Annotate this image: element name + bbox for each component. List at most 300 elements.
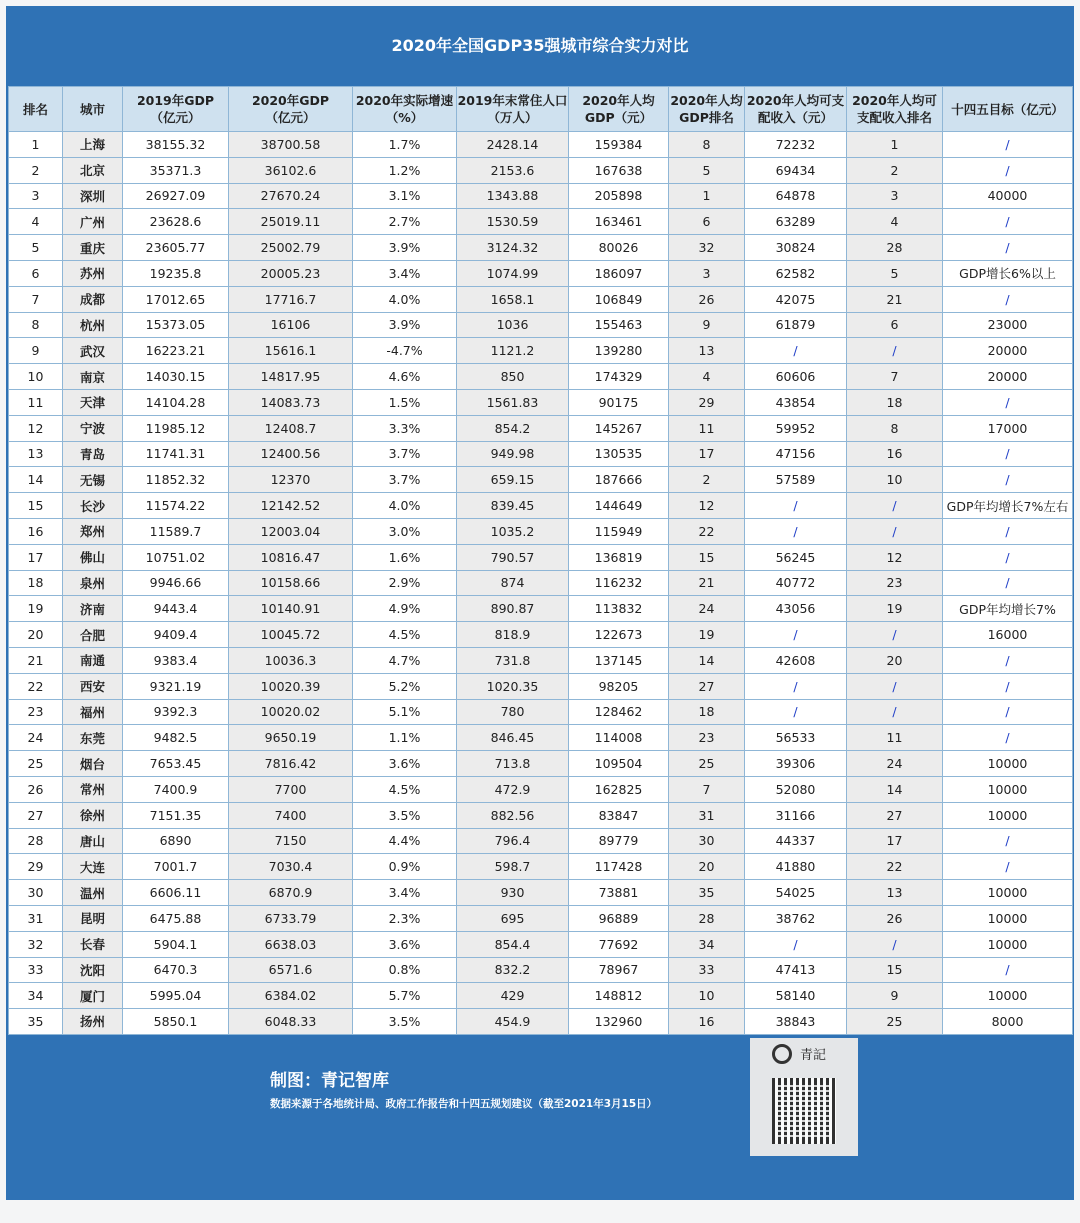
table-cell: 136819: [569, 544, 669, 570]
table-cell: 1.5%: [353, 389, 457, 415]
table-cell: 9946.66: [123, 570, 229, 596]
column-header: 2019年末常住人口 （万人）: [457, 87, 569, 132]
table-row: [9, 673, 1073, 699]
table-cell: 23605.77: [123, 235, 229, 261]
table-cell: 9650.19: [229, 725, 353, 751]
table-cell: /: [745, 673, 847, 699]
table-cell: 890.87: [457, 596, 569, 622]
table-cell: 16223.21: [123, 338, 229, 364]
table-cell: 98205: [569, 673, 669, 699]
table-cell: 73881: [569, 880, 669, 906]
table-cell: 26927.09: [123, 183, 229, 209]
table-cell: 12: [669, 493, 745, 519]
table-row: [9, 183, 1073, 209]
column-header: 十四五目标（亿元）: [943, 87, 1073, 132]
table-row: [9, 312, 1073, 338]
table-cell: 47413: [745, 957, 847, 983]
city-cell: 沈阳: [63, 957, 123, 983]
table-cell: 174329: [569, 364, 669, 390]
table-cell: 63289: [745, 209, 847, 235]
gdp-table: [8, 86, 1073, 1035]
table-cell: /: [847, 493, 943, 519]
table-cell: 10: [9, 364, 63, 390]
table-cell: 10: [847, 467, 943, 493]
table-cell: 5.7%: [353, 983, 457, 1009]
table-cell: 10000: [943, 983, 1073, 1009]
city-cell: 苏州: [63, 260, 123, 286]
table-cell: 1: [9, 132, 63, 158]
city-cell: 唐山: [63, 828, 123, 854]
table-cell: 14: [847, 776, 943, 802]
table-row: [9, 286, 1073, 312]
city-cell: 昆明: [63, 905, 123, 931]
table-cell: 15373.05: [123, 312, 229, 338]
table-cell: 25002.79: [229, 235, 353, 261]
table-cell: 5: [669, 157, 745, 183]
table-cell: /: [943, 235, 1073, 261]
table-cell: 21: [669, 570, 745, 596]
table-cell: 29: [9, 854, 63, 880]
table-cell: 20005.23: [229, 260, 353, 286]
table-cell: 25: [847, 1009, 943, 1035]
table-cell: 59952: [745, 415, 847, 441]
table-cell: 19: [9, 596, 63, 622]
table-cell: /: [745, 338, 847, 364]
table-cell: 695: [457, 905, 569, 931]
table-cell: 43056: [745, 596, 847, 622]
table-cell: 9: [9, 338, 63, 364]
table-cell: 39306: [745, 751, 847, 777]
table-cell: 3: [9, 183, 63, 209]
table-cell: 27: [847, 802, 943, 828]
table-cell: 850: [457, 364, 569, 390]
table-cell: 11: [669, 415, 745, 441]
table-cell: 6733.79: [229, 905, 353, 931]
table-cell: 1: [669, 183, 745, 209]
column-header: 2020年GDP （亿元）: [229, 87, 353, 132]
table-cell: 7816.42: [229, 751, 353, 777]
table-cell: 64878: [745, 183, 847, 209]
table-cell: 1.6%: [353, 544, 457, 570]
table-cell: 5: [847, 260, 943, 286]
table-cell: 20: [847, 647, 943, 673]
table-cell: 839.45: [457, 493, 569, 519]
table-cell: 3.4%: [353, 880, 457, 906]
data-source-note: 数据来源于各地统计局、政府工作报告和十四五规划建议（截至2021年3月15日）: [270, 1098, 658, 1110]
table-cell: 7400: [229, 802, 353, 828]
table-cell: 0.9%: [353, 854, 457, 880]
table-cell: /: [943, 209, 1073, 235]
city-cell: 扬州: [63, 1009, 123, 1035]
table-cell: 5.2%: [353, 673, 457, 699]
table-cell: 117428: [569, 854, 669, 880]
table-cell: 930: [457, 880, 569, 906]
city-cell: 常州: [63, 776, 123, 802]
table-cell: 9392.3: [123, 699, 229, 725]
table-cell: 106849: [569, 286, 669, 312]
table-cell: 28: [669, 905, 745, 931]
table-cell: 23000: [943, 312, 1073, 338]
city-cell: 厦门: [63, 983, 123, 1009]
table-cell: 61879: [745, 312, 847, 338]
table-cell: 874: [457, 570, 569, 596]
table-row: [9, 905, 1073, 931]
logo-text: 青記: [800, 1048, 827, 1063]
city-cell: 佛山: [63, 544, 123, 570]
table-cell: 11: [9, 389, 63, 415]
table-cell: 6638.03: [229, 931, 353, 957]
table-cell: 3.7%: [353, 467, 457, 493]
table-cell: 163461: [569, 209, 669, 235]
table-cell: 854.2: [457, 415, 569, 441]
table-row: [9, 235, 1073, 261]
table-cell: 8: [669, 132, 745, 158]
table-cell: /: [943, 957, 1073, 983]
table-cell: 25: [9, 751, 63, 777]
table-cell: 13: [847, 880, 943, 906]
table-cell: 5: [9, 235, 63, 261]
table-cell: 7030.4: [229, 854, 353, 880]
city-cell: 深圳: [63, 183, 123, 209]
table-row: [9, 647, 1073, 673]
table-cell: 2: [669, 467, 745, 493]
table-cell: 780: [457, 699, 569, 725]
table-cell: /: [943, 157, 1073, 183]
table-cell: 167638: [569, 157, 669, 183]
table-cell: 42608: [745, 647, 847, 673]
table-cell: 3.4%: [353, 260, 457, 286]
table-cell: 56245: [745, 544, 847, 570]
table-cell: 9321.19: [123, 673, 229, 699]
table-cell: 10140.91: [229, 596, 353, 622]
table-cell: 4.5%: [353, 776, 457, 802]
table-cell: 58140: [745, 983, 847, 1009]
table-cell: 24: [9, 725, 63, 751]
table-cell: 12400.56: [229, 441, 353, 467]
city-cell: 南京: [63, 364, 123, 390]
table-cell: /: [943, 286, 1073, 312]
table-cell: 12: [9, 415, 63, 441]
table-row: [9, 364, 1073, 390]
city-cell: 杭州: [63, 312, 123, 338]
table-cell: /: [745, 493, 847, 519]
city-cell: 福州: [63, 699, 123, 725]
table-cell: /: [847, 622, 943, 648]
table-cell: 16: [847, 441, 943, 467]
table-cell: 9: [669, 312, 745, 338]
table-cell: 17000: [943, 415, 1073, 441]
table-cell: 10816.47: [229, 544, 353, 570]
table-row: [9, 931, 1073, 957]
table-cell: 1: [847, 132, 943, 158]
table-cell: 13: [669, 338, 745, 364]
table-cell: 16000: [943, 622, 1073, 648]
table-cell: 42075: [745, 286, 847, 312]
table-cell: /: [847, 338, 943, 364]
table-cell: 78967: [569, 957, 669, 983]
table-cell: 1.1%: [353, 725, 457, 751]
table-cell: 132960: [569, 1009, 669, 1035]
city-cell: 长春: [63, 931, 123, 957]
table-cell: 14: [9, 467, 63, 493]
table-cell: /: [943, 699, 1073, 725]
table-cell: 9: [847, 983, 943, 1009]
column-header: 2020年人均可支 配收入（元）: [745, 87, 847, 132]
table-cell: 20: [9, 622, 63, 648]
table-cell: /: [745, 622, 847, 648]
table-cell: 80026: [569, 235, 669, 261]
table-cell: 4.9%: [353, 596, 457, 622]
qr-code-icon: [772, 1078, 836, 1144]
table-cell: 30824: [745, 235, 847, 261]
city-cell: 徐州: [63, 802, 123, 828]
table-cell: 5995.04: [123, 983, 229, 1009]
city-cell: 重庆: [63, 235, 123, 261]
table-cell: 26: [669, 286, 745, 312]
table-cell: 115949: [569, 518, 669, 544]
table-cell: 8: [847, 415, 943, 441]
table-cell: 113832: [569, 596, 669, 622]
table-cell: 32: [9, 931, 63, 957]
city-cell: 北京: [63, 157, 123, 183]
column-header: 城市: [63, 87, 123, 132]
table-cell: 846.45: [457, 725, 569, 751]
table-cell: 21: [847, 286, 943, 312]
table-cell: 83847: [569, 802, 669, 828]
table-cell: 6606.11: [123, 880, 229, 906]
table-row: [9, 828, 1073, 854]
table-row: [9, 751, 1073, 777]
table-cell: 139280: [569, 338, 669, 364]
table-cell: 38155.32: [123, 132, 229, 158]
table-cell: 1530.59: [457, 209, 569, 235]
table-row: [9, 493, 1073, 519]
table-cell: 4.7%: [353, 647, 457, 673]
table-cell: 89779: [569, 828, 669, 854]
table-cell: 35: [9, 1009, 63, 1035]
table-cell: 9443.4: [123, 596, 229, 622]
table-cell: 14030.15: [123, 364, 229, 390]
table-cell: 0.8%: [353, 957, 457, 983]
table-cell: 15: [9, 493, 63, 519]
table-cell: 144649: [569, 493, 669, 519]
table-cell: /: [745, 931, 847, 957]
table-cell: 41880: [745, 854, 847, 880]
table-cell: 187666: [569, 467, 669, 493]
table-cell: 10045.72: [229, 622, 353, 648]
table-cell: 713.8: [457, 751, 569, 777]
table-cell: 7400.9: [123, 776, 229, 802]
table-cell: 11852.32: [123, 467, 229, 493]
column-header: 2020年人均可 支配收入排名: [847, 87, 943, 132]
table-row: [9, 209, 1073, 235]
table-cell: 7: [669, 776, 745, 802]
table-cell: 186097: [569, 260, 669, 286]
table-cell: 10158.66: [229, 570, 353, 596]
table-cell: 832.2: [457, 957, 569, 983]
table-cell: 162825: [569, 776, 669, 802]
infographic-frame: [6, 6, 1074, 1200]
table-cell: 5.1%: [353, 699, 457, 725]
table-cell: 4.6%: [353, 364, 457, 390]
table-cell: /: [943, 518, 1073, 544]
table-cell: 1561.83: [457, 389, 569, 415]
table-cell: 1343.88: [457, 183, 569, 209]
table-cell: 19: [669, 622, 745, 648]
table-cell: 77692: [569, 931, 669, 957]
table-cell: 25: [669, 751, 745, 777]
table-cell: 10751.02: [123, 544, 229, 570]
table-cell: 23: [669, 725, 745, 751]
table-cell: GDP年均增长7%: [943, 596, 1073, 622]
table-cell: 34: [669, 931, 745, 957]
table-cell: 27: [9, 802, 63, 828]
table-cell: 12003.04: [229, 518, 353, 544]
table-cell: 28: [847, 235, 943, 261]
column-header: 2019年GDP （亿元）: [123, 87, 229, 132]
table-cell: 1035.2: [457, 518, 569, 544]
table-cell: 14104.28: [123, 389, 229, 415]
table-cell: 33: [9, 957, 63, 983]
table-cell: 22: [847, 854, 943, 880]
table-row: [9, 338, 1073, 364]
table-cell: 14: [669, 647, 745, 673]
table-cell: 3.0%: [353, 518, 457, 544]
table-cell: 1.7%: [353, 132, 457, 158]
table-cell: 7151.35: [123, 802, 229, 828]
table-cell: 3.3%: [353, 415, 457, 441]
table-cell: 43854: [745, 389, 847, 415]
table-cell: 38843: [745, 1009, 847, 1035]
table-cell: 2428.14: [457, 132, 569, 158]
table-cell: 20000: [943, 338, 1073, 364]
table-cell: 10: [669, 983, 745, 1009]
table-cell: 159384: [569, 132, 669, 158]
table-row: [9, 260, 1073, 286]
table-cell: 36102.6: [229, 157, 353, 183]
table-row: [9, 415, 1073, 441]
table-cell: 26: [847, 905, 943, 931]
table-cell: 137145: [569, 647, 669, 673]
table-cell: 145267: [569, 415, 669, 441]
table-cell: 23628.6: [123, 209, 229, 235]
table-cell: 4.5%: [353, 622, 457, 648]
table-cell: 6890: [123, 828, 229, 854]
table-cell: 24: [847, 751, 943, 777]
table-cell: 8: [9, 312, 63, 338]
table-cell: 16: [9, 518, 63, 544]
table-cell: 2.7%: [353, 209, 457, 235]
table-cell: 40000: [943, 183, 1073, 209]
table-cell: 10000: [943, 931, 1073, 957]
table-cell: 454.9: [457, 1009, 569, 1035]
table-cell: 52080: [745, 776, 847, 802]
table-cell: 29: [669, 389, 745, 415]
column-header: 2020年人均 GDP排名: [669, 87, 745, 132]
city-cell: 温州: [63, 880, 123, 906]
table-cell: 2153.6: [457, 157, 569, 183]
table-cell: 116232: [569, 570, 669, 596]
table-cell: 47156: [745, 441, 847, 467]
table-cell: 19: [847, 596, 943, 622]
table-cell: 27: [669, 673, 745, 699]
table-cell: 472.9: [457, 776, 569, 802]
table-cell: 4: [669, 364, 745, 390]
table-cell: 6: [847, 312, 943, 338]
table-cell: /: [943, 132, 1073, 158]
table-cell: 882.56: [457, 802, 569, 828]
table-cell: 122673: [569, 622, 669, 648]
table-cell: 38762: [745, 905, 847, 931]
table-cell: 23: [9, 699, 63, 725]
table-cell: 24: [669, 596, 745, 622]
table-cell: /: [943, 673, 1073, 699]
table-cell: 27670.24: [229, 183, 353, 209]
table-cell: 155463: [569, 312, 669, 338]
column-header: 2020年实际增速 （%）: [353, 87, 457, 132]
table-cell: /: [943, 441, 1073, 467]
table-cell: 11741.31: [123, 441, 229, 467]
table-cell: 790.57: [457, 544, 569, 570]
table-cell: 16106: [229, 312, 353, 338]
table-cell: 598.7: [457, 854, 569, 880]
city-cell: 宁波: [63, 415, 123, 441]
table-row: [9, 389, 1073, 415]
table-cell: 62582: [745, 260, 847, 286]
table-cell: 21: [9, 647, 63, 673]
table-cell: /: [943, 467, 1073, 493]
table-cell: 9482.5: [123, 725, 229, 751]
table-cell: GDP增长6%以上: [943, 260, 1073, 286]
table-cell: 4: [847, 209, 943, 235]
table-cell: 2: [9, 157, 63, 183]
table-cell: 44337: [745, 828, 847, 854]
table-cell: /: [943, 389, 1073, 415]
table-cell: 34: [9, 983, 63, 1009]
table-cell: 32: [669, 235, 745, 261]
table-cell: 130535: [569, 441, 669, 467]
table-cell: 25019.11: [229, 209, 353, 235]
city-cell: 合肥: [63, 622, 123, 648]
table-row: [9, 802, 1073, 828]
table-cell: 30: [9, 880, 63, 906]
table-row: [9, 132, 1073, 158]
table-cell: 9383.4: [123, 647, 229, 673]
table-cell: /: [943, 570, 1073, 596]
table-cell: /: [847, 673, 943, 699]
table-cell: /: [847, 931, 943, 957]
table-row: [9, 596, 1073, 622]
table-row: [9, 880, 1073, 906]
table-cell: 14817.95: [229, 364, 353, 390]
city-cell: 郑州: [63, 518, 123, 544]
table-cell: 13: [9, 441, 63, 467]
city-cell: 大连: [63, 854, 123, 880]
table-cell: 6048.33: [229, 1009, 353, 1035]
city-cell: 南通: [63, 647, 123, 673]
table-cell: 796.4: [457, 828, 569, 854]
table-cell: 4.4%: [353, 828, 457, 854]
table-cell: 3.9%: [353, 235, 457, 261]
table-cell: 4.0%: [353, 493, 457, 519]
table-cell: 114008: [569, 725, 669, 751]
table-cell: 2.9%: [353, 570, 457, 596]
table-cell: 57589: [745, 467, 847, 493]
table-cell: 10036.3: [229, 647, 353, 673]
table-cell: 72232: [745, 132, 847, 158]
table-cell: /: [745, 699, 847, 725]
table-cell: 109504: [569, 751, 669, 777]
